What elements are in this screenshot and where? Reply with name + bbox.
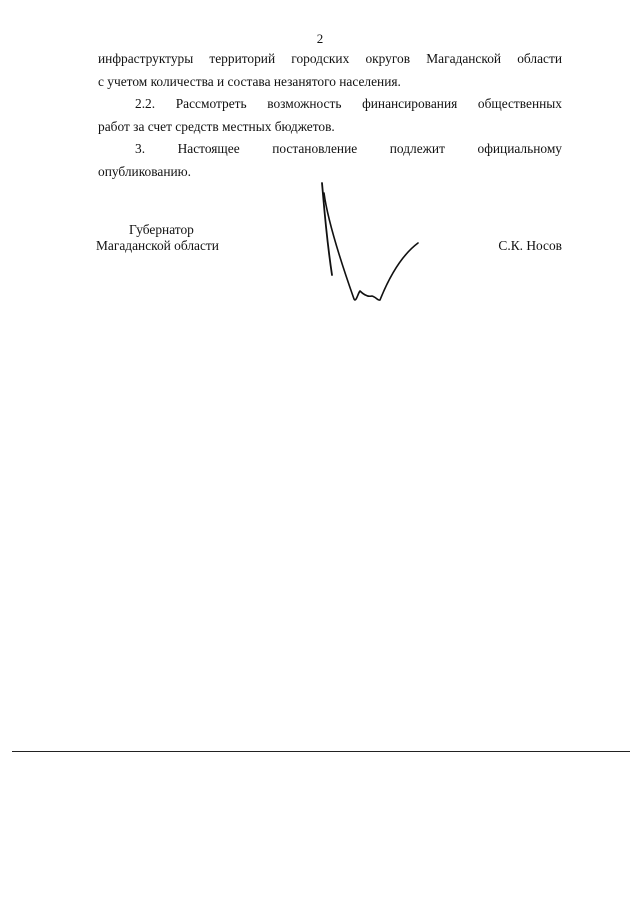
paragraph-2-line-1: 2.2. Рассмотреть возможность финансирования общественных	[135, 96, 562, 111]
signatory-title-line-2: Магаданской области	[96, 238, 219, 253]
paragraph-1-line-1: инфраструктуры территорий городских округов Магаданской области	[98, 51, 562, 66]
signatory-title	[96, 222, 266, 254]
paragraph-2-line-2: работ за счет средств местных бюджетов.	[98, 118, 335, 134]
page-number: 2	[316, 31, 324, 46]
paragraph-1-line-2: с учетом количества и состава незанятого населения.	[98, 73, 401, 89]
paragraph-3-line-1: 3. Настоящее постановление подлежит официальному	[135, 141, 562, 156]
handwritten-signature-icon	[300, 175, 440, 315]
document-body	[98, 48, 562, 183]
signatory-name: С.К. Носов	[498, 238, 562, 253]
bottom-divider	[12, 751, 630, 752]
signatory-title-line-1: Губернатор	[129, 222, 194, 237]
paragraph-3-line-2: опубликованию.	[98, 163, 192, 179]
